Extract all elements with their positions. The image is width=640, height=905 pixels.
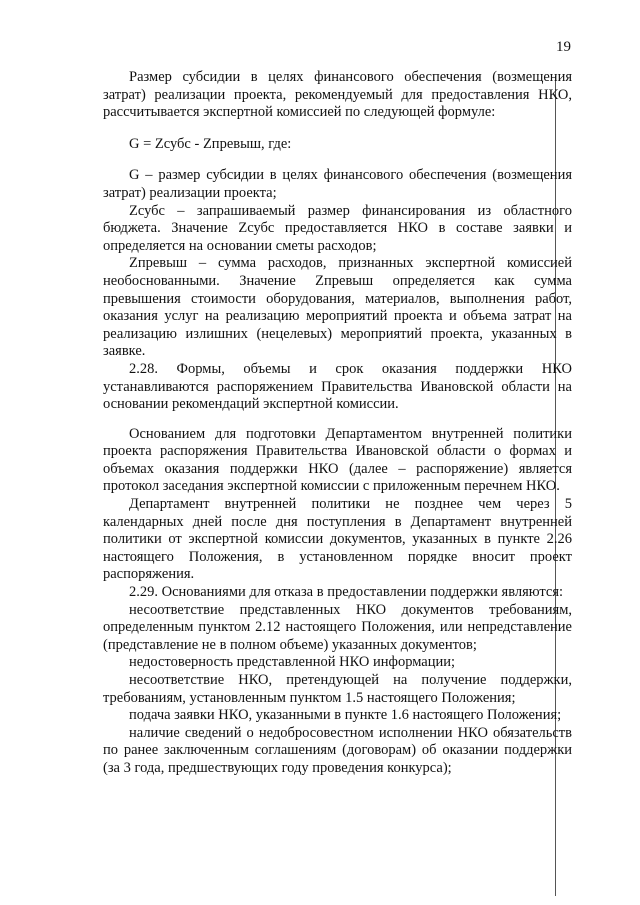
refusal-reason-clause-1-6: подача заявки НКО, указанными в пункте 1.6 настоящего Положения; — [129, 707, 562, 724]
refusal-reason-bad-faith: наличие сведений о недобросовестном исполнении НКО обязательств по ранее заключенным соглашениям (договорам) об оказании поддержки (за 3 года, предшествующих году проведения конкурса); — [103, 724, 572, 776]
clause-2-28: 2.28. Формы, объемы и срок оказания поддержки НКО устанавливаются распоряжением Правительства Ивановской области на основании рекомендаций экспертной комиссии. — [103, 360, 572, 413]
refusal-reason-requirements: несоответствие НКО, претендующей на получение поддержки, требованиям, установленным пунктом 1.5 настоящего Положения; — [103, 672, 572, 706]
basis-paragraph: Основанием для подготовки Департаментом внутренней политики проекта распоряжения Правительства Ивановской области о формах и объемах оказания поддержки НКО (далее – распоряжение) является протокол заседания экспертной комиссии с приложенным перечнем НКО. — [103, 425, 572, 495]
refusal-reason-documents: несоответствие представленных НКО документов требованиям, определенным пунктом 2.12 настоящего Положения, или непредставление (представление не в полном объеме) указанных документов; — [103, 601, 572, 653]
clause-2-29: 2.29. Основаниями для отказа в предоставлении поддержки являются: — [129, 584, 564, 601]
subsidy-formula: G = Zсубс - Zпревыш, где: — [129, 135, 292, 152]
refusal-reason-unreliable-info: недостоверность представленной НКО информации; — [129, 654, 456, 671]
department-deadline-paragraph: Департамент внутренней политики не позднее чем через 5 календарных дней после дня поступления в Департамент внутренней политики от экспертной комиссии документов, указанных в пункте 2.26 настоящего Положения, в установленном порядке вносит проект распоряжения. — [103, 496, 572, 583]
definition-zsubs: Zсубс – запрашиваемый размер финансирования из областного бюджета. Значение Zсубс предоставляется НКО в составе заявки и определяется на основании сметы расходов; — [103, 202, 572, 254]
definition-g: G – размер субсидии в целях финансового обеспечения (возмещения затрат) реализации проекта; — [103, 167, 572, 201]
page-number: 19 — [556, 39, 571, 55]
document-body — [103, 69, 572, 778]
subsidy-size-intro: Размер субсидии в целях финансового обеспечения (возмещения затрат) реализации проекта, рекомендуемый для предоставления НКО, рассчитывается экспертной комиссией по следующей формуле: — [103, 69, 572, 121]
definition-zprevysh: Zпревыш – сумма расходов, признанных экспертной комиссией необоснованными. Значение Zпревыш определяется как сумма превышения стоимости оборудования, материалов, выполнения работ, оказания услуг на реализацию мероприятий проекта и объема затрат на реализацию излишних (нецелевых) мероприятий проекта, указанных в заявке. — [103, 255, 572, 360]
